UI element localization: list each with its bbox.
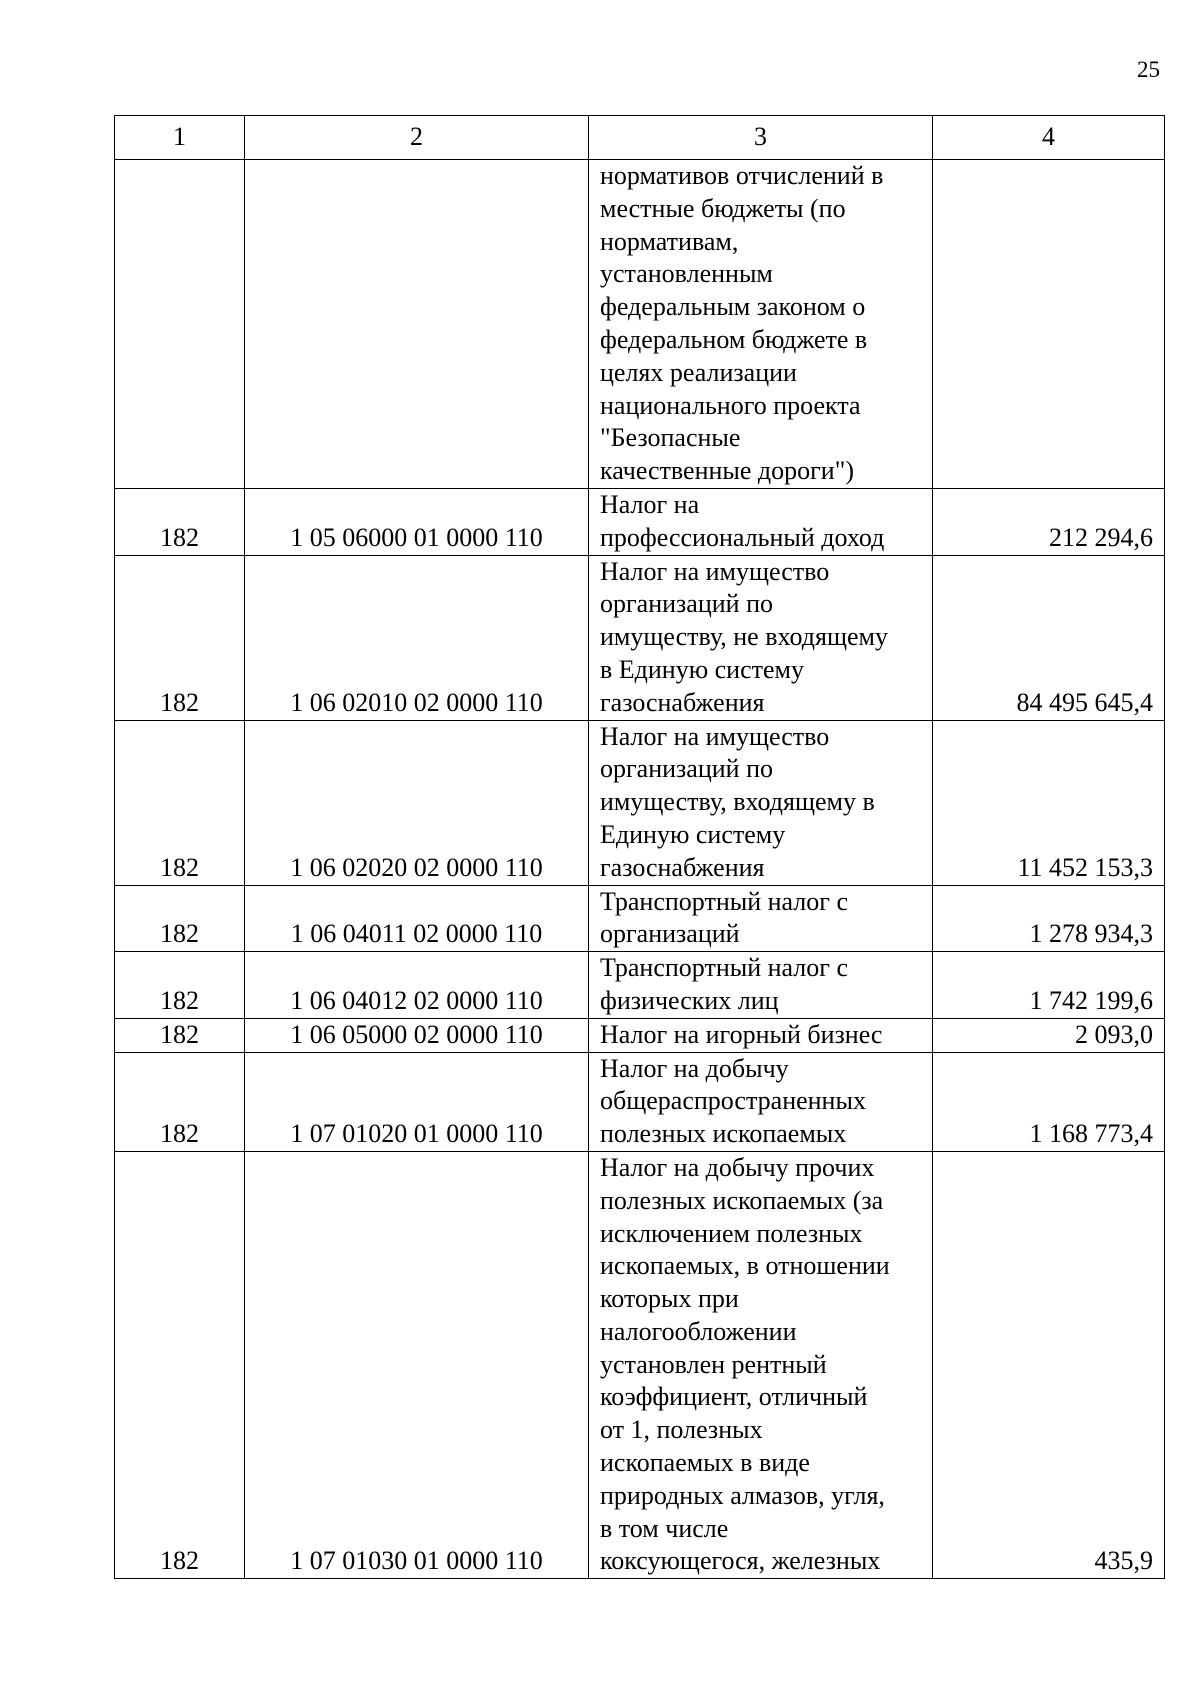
column-header: 2 — [245, 116, 589, 160]
admin-code-cell: 182 — [115, 952, 245, 1019]
amount-cell — [933, 160, 1165, 489]
table-row — [115, 488, 1165, 555]
page-number: 25 — [1137, 57, 1160, 82]
table-row — [115, 1018, 1165, 1052]
table-row — [115, 1052, 1165, 1151]
description-cell: Налог на имущество организаций по имуществу, не входящему в Единую систему газоснабжения — [589, 555, 933, 720]
amount-cell: 11 452 153,3 — [933, 720, 1165, 885]
description-cell: Налог на игорный бизнес — [589, 1018, 933, 1052]
amount-cell: 2 093,0 — [933, 1018, 1165, 1052]
admin-code-cell: 182 — [115, 1052, 245, 1151]
admin-code-cell: 182 — [115, 720, 245, 885]
budget-code-cell: 1 06 02020 02 0000 110 — [245, 720, 589, 885]
description-cell: Транспортный налог с физических лиц — [589, 952, 933, 1019]
description-cell: Налог на имущество организаций по имуществу, входящему в Единую систему газоснабжения — [589, 720, 933, 885]
budget-code-cell: 1 07 01020 01 0000 110 — [245, 1052, 589, 1151]
table-header-row — [115, 116, 1165, 160]
table-row — [115, 1151, 1165, 1578]
budget-code-cell: 1 06 02010 02 0000 110 — [245, 555, 589, 720]
description-cell: Налог на профессиональный доход — [589, 488, 933, 555]
description-cell: Налог на добычу общераспространенных полезных ископаемых — [589, 1052, 933, 1151]
admin-code-cell — [115, 160, 245, 489]
description-cell: Налог на добычу прочих полезных ископаемых (за исключением полезных ископаемых, в отношении которых при налогообложении установлен рентный коэффициент, отличный от 1, полезных ископаемых в виде природных алмазов, угля, в том числе коксующегося, железных — [589, 1151, 933, 1578]
admin-code-cell: 182 — [115, 885, 245, 952]
column-header: 4 — [933, 116, 1165, 160]
budget-code-cell: 1 07 01030 01 0000 110 — [245, 1151, 589, 1578]
budget-code-cell: 1 05 06000 01 0000 110 — [245, 488, 589, 555]
admin-code-cell: 182 — [115, 1151, 245, 1578]
amount-cell: 1 168 773,4 — [933, 1052, 1165, 1151]
budget-revenue-table — [114, 115, 1165, 1579]
amount-cell: 1 278 934,3 — [933, 885, 1165, 952]
amount-cell: 435,9 — [933, 1151, 1165, 1578]
admin-code-cell: 182 — [115, 488, 245, 555]
budget-code-cell: 1 06 05000 02 0000 110 — [245, 1018, 589, 1052]
column-header: 3 — [589, 116, 933, 160]
amount-cell: 212 294,6 — [933, 488, 1165, 555]
admin-code-cell: 182 — [115, 1018, 245, 1052]
table-row — [115, 952, 1165, 1019]
budget-code-cell: 1 06 04012 02 0000 110 — [245, 952, 589, 1019]
admin-code-cell: 182 — [115, 555, 245, 720]
table-row — [115, 555, 1165, 720]
column-header: 1 — [115, 116, 245, 160]
budget-code-cell: 1 06 04011 02 0000 110 — [245, 885, 589, 952]
table-row — [115, 160, 1165, 489]
description-cell: нормативов отчислений в местные бюджеты (по нормативам, установленным федеральным законом о федеральном бюджете в целях реализации национального проекта "Безопасные качественные дороги") — [589, 160, 933, 489]
amount-cell: 84 495 645,4 — [933, 555, 1165, 720]
budget-code-cell — [245, 160, 589, 489]
table-row — [115, 720, 1165, 885]
table-row — [115, 885, 1165, 952]
amount-cell: 1 742 199,6 — [933, 952, 1165, 1019]
description-cell: Транспортный налог с организаций — [589, 885, 933, 952]
